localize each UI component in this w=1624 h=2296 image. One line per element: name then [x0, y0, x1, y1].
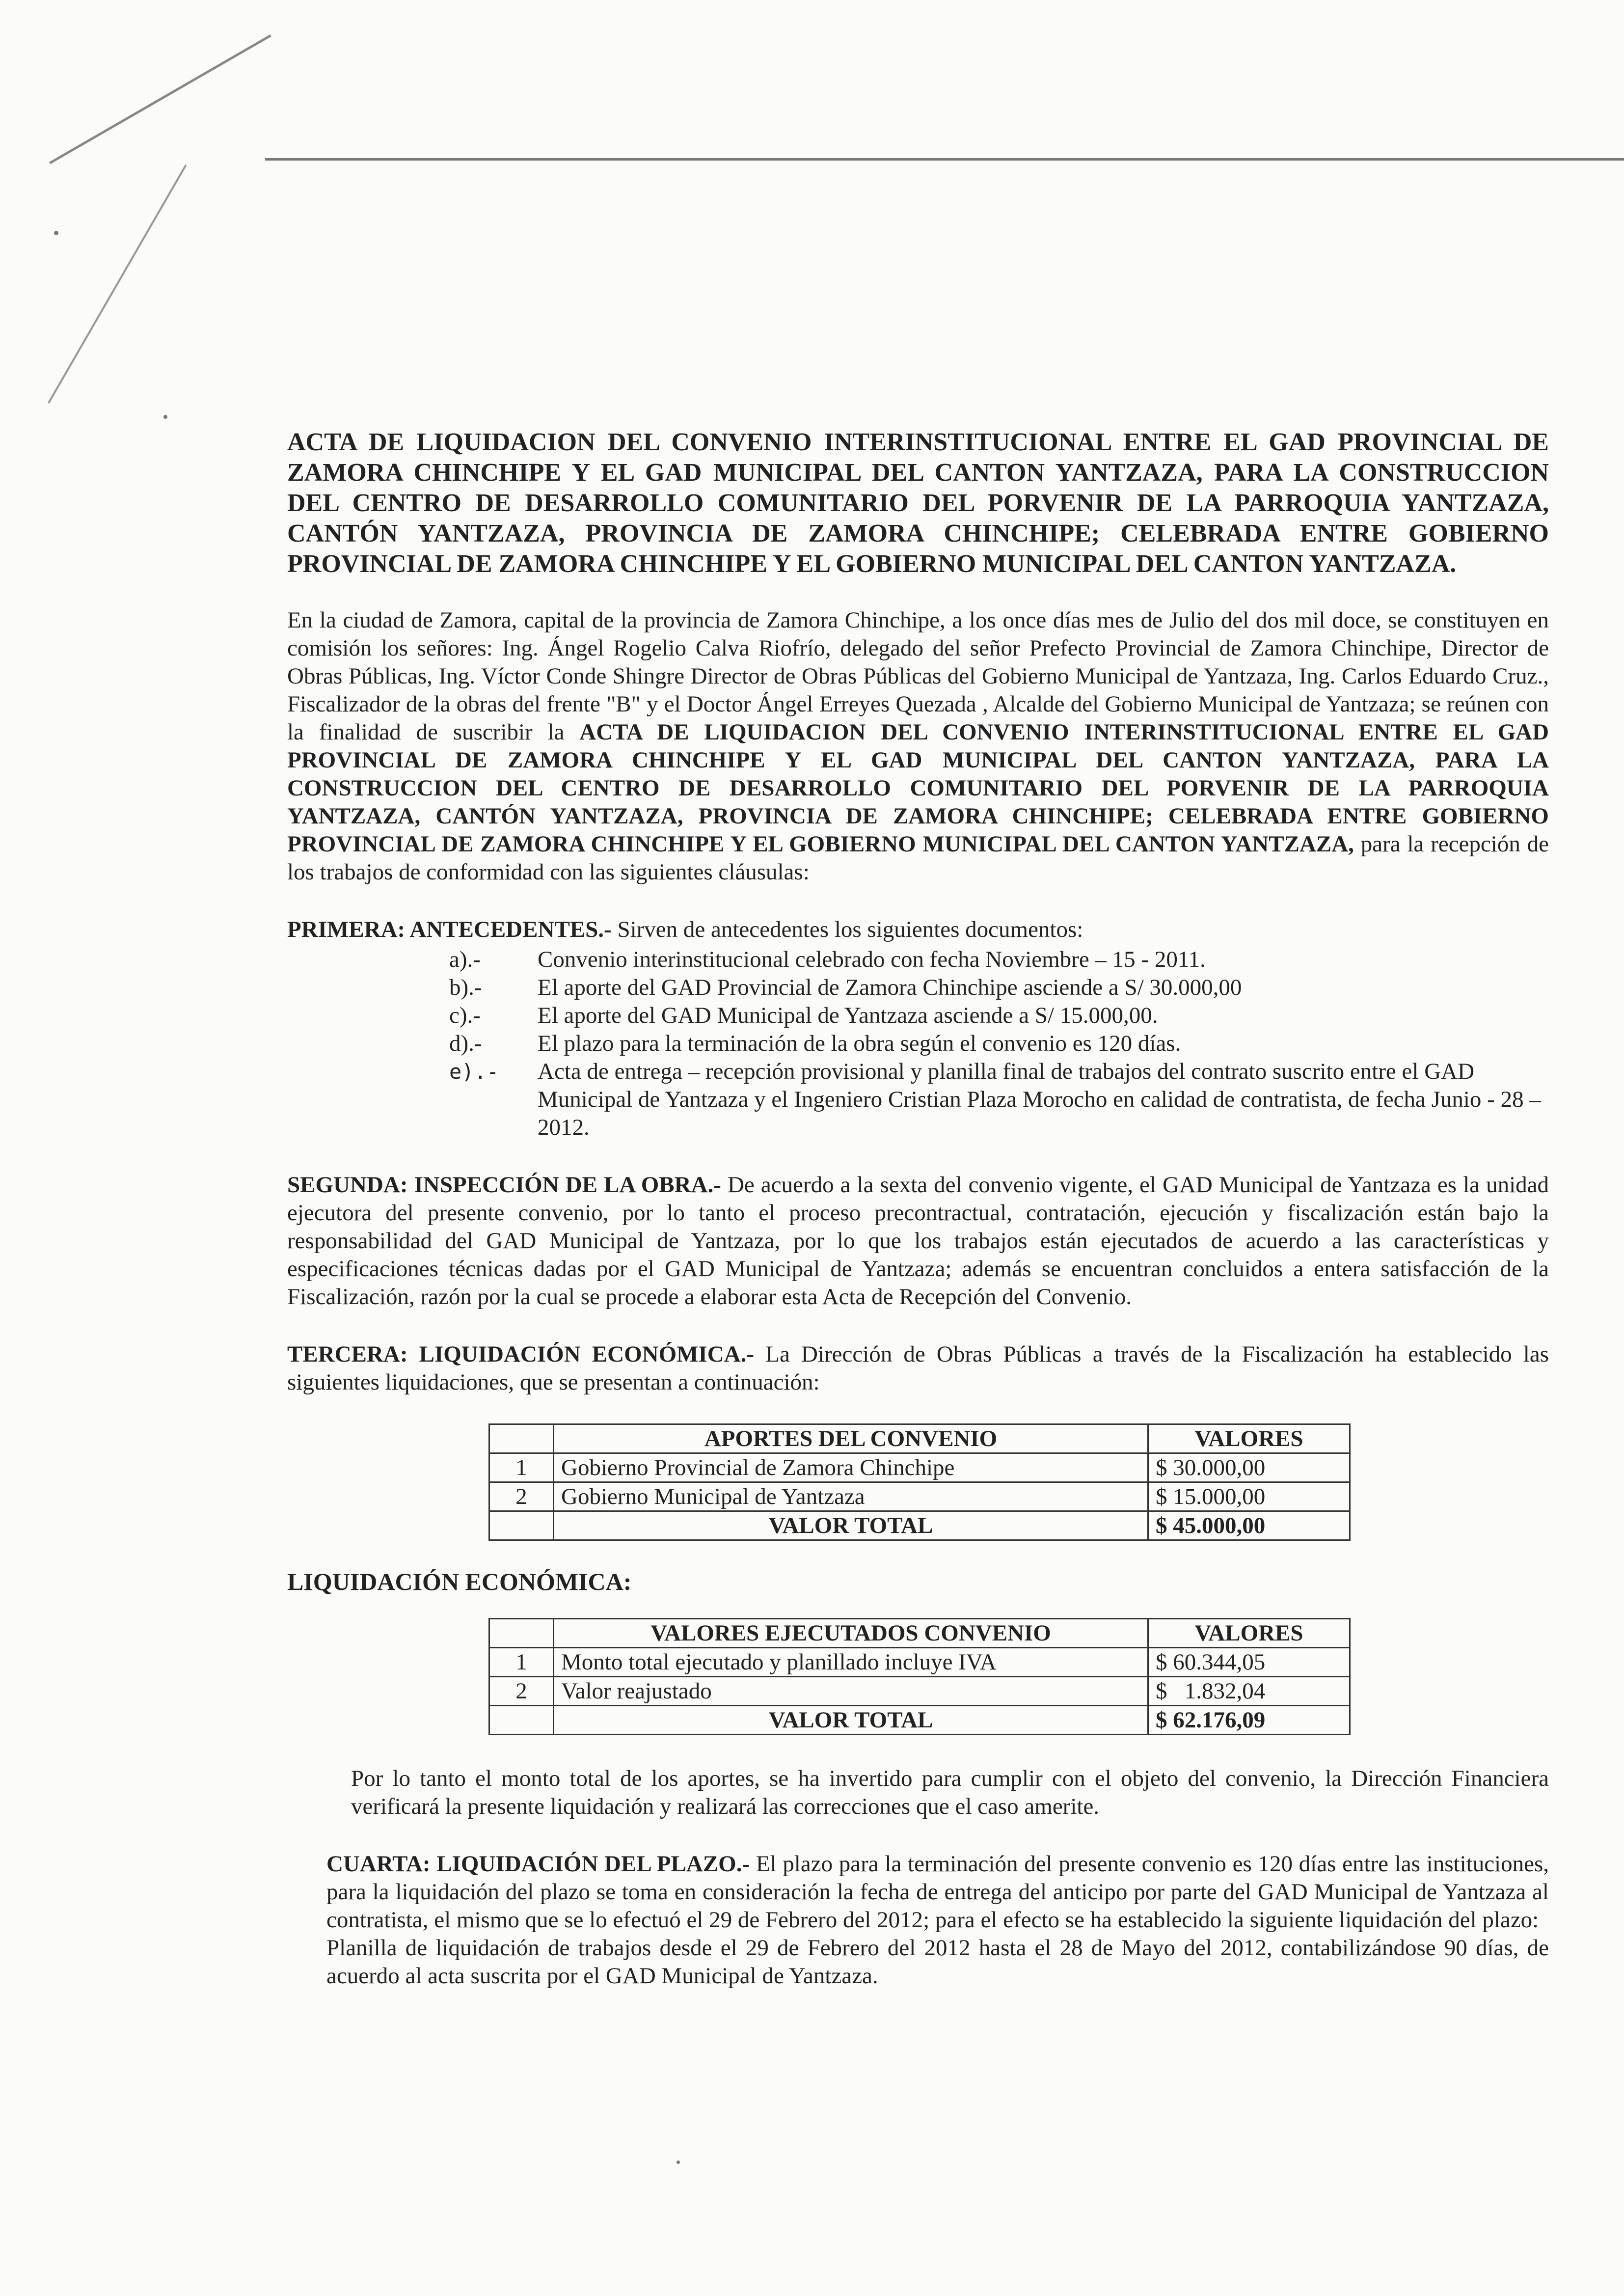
table-header-cell: VALORES	[1148, 1619, 1350, 1648]
scan-speck	[54, 231, 58, 235]
table-header-cell: VALORES	[1148, 1424, 1350, 1453]
clause-text-continued: Planilla de liquidación de trabajos desde el 29 de Febrero del 2012 hasta el 28 de Mayo del 2012, contabilizándose 90 días, de acuerdo al acta suscrita por el GAD Municipal de Yantzaza.	[326, 1935, 1549, 1989]
clause-segunda	[287, 1171, 1549, 1311]
table-header-cell	[489, 1424, 554, 1453]
list-item	[449, 1002, 1549, 1030]
scan-speck	[677, 2160, 680, 2164]
row-description: Valor reajustado	[554, 1677, 1148, 1706]
contributions-table	[488, 1423, 1351, 1541]
row-description: Gobierno Municipal de Yantzaza	[554, 1482, 1148, 1511]
list-text: Convenio interinstitucional celebrado con fecha Noviembre – 15 - 2011.	[538, 947, 1206, 972]
executed-values-table	[488, 1618, 1351, 1735]
list-item	[449, 974, 1549, 1002]
row-description: Gobierno Provincial de Zamora Chinchipe	[554, 1453, 1148, 1482]
clause-text: La Dirección de Obras Públicas a través de la Fiscalización ha establecido las siguientes liquidaciones, que se presentan a continuación:	[287, 1341, 1549, 1395]
list-key: d).-	[449, 1031, 482, 1056]
clause-tercera	[287, 1340, 1549, 1396]
row-value: $ 15.000,00	[1148, 1482, 1350, 1511]
row-number: 1	[489, 1453, 554, 1482]
clause-primera	[287, 916, 1549, 1142]
clause-text: De acuerdo a la sexta del convenio vigente, el GAD Municipal de Yantzaza es la unidad ejecutora del presente convenio, por lo tanto el proceso precontractual, contratación, ejecución y fiscalización están bajo la responsabilidad del GAD Municipal de Yantzaza, por lo que los trabajos están ejecutados de acuerdo a las características y especificaciones técnicas dadas por el GAD Municipal de Yantzaza; además se encuentran concluidos a entera satisfacción de la Fiscalización, razón por la cual se procede a elaborar esta Acta de Recepción del Convenio.	[287, 1172, 1549, 1310]
clause-heading: PRIMERA: ANTECEDENTES.-	[287, 917, 612, 942]
total-label: VALOR TOTAL	[554, 1511, 1148, 1540]
scan-edge-fold	[48, 164, 187, 404]
clause-cuarta	[326, 1850, 1549, 1990]
table-header-cell: VALORES EJECUTADOS CONVENIO	[554, 1619, 1148, 1648]
total-label: VALOR TOTAL	[554, 1706, 1148, 1735]
list-text: El aporte del GAD Provincial de Zamora Chinchipe asciende a S/ 30.000,00	[538, 975, 1242, 1000]
antecedents-list	[449, 946, 1549, 1142]
list-key: a).-	[449, 947, 481, 972]
table-total-row	[489, 1511, 1350, 1540]
list-item	[449, 946, 1549, 974]
table-header-row	[489, 1619, 1350, 1648]
row-value: $ 1.832,04	[1148, 1677, 1350, 1706]
row-number	[489, 1511, 554, 1540]
table-row	[489, 1482, 1350, 1511]
intro-paragraph	[287, 606, 1549, 886]
clause-heading: TERCERA: LIQUIDACIÓN ECONÓMICA.-	[287, 1341, 755, 1367]
table-row	[489, 1648, 1350, 1677]
list-item	[449, 1058, 1549, 1142]
table-row	[489, 1453, 1350, 1482]
section-heading: LIQUIDACIÓN ECONÓMICA:	[287, 1568, 632, 1595]
intro-text: En la ciudad de Zamora, capital de la provincia de Zamora Chinchipe, a los once días mes de Julio del dos mil doce, se constituyen en comisión los señores: Ing. Ángel Rogelio Calva Riofrío, delegado del señor Prefecto Provincial de Zamora Chinchipe, Director de Obras Públicas, Ing. Víctor Conde Shingre Director de Obras Públicas del Gobierno Municipal de Yantzaza, Ing. Carlos Eduardo Cruz., Fiscalizador de la obras del frente "B" y el Doctor Ángel Erreyes Quezada , Alcalde del Gobierno Municipal de Yantzaza; se reúnen con la finalidad de suscribir la	[287, 607, 1549, 745]
intro-tail: para la recepción de los trabajos de conformidad con las siguientes cláusulas:	[287, 831, 1549, 885]
clause-text: Sirven de antecedentes los siguientes documentos:	[617, 917, 1083, 942]
scan-edge	[265, 158, 1624, 161]
table-header-cell: APORTES DEL CONVENIO	[554, 1424, 1148, 1453]
list-text: El aporte del GAD Municipal de Yantzaza asciende a S/ 15.000,00.	[538, 1003, 1158, 1028]
list-text: Acta de entrega – recepción provisional y planilla final de trabajos del contrato suscrito entre el GAD Municipal de Yantzaza y el Ingeniero Cristian Plaza Morocho en calidad de contratista, de fecha Junio - 28 – 2012.	[538, 1059, 1541, 1140]
conclusion-paragraph: Por lo tanto el monto total de los aportes, se ha invertido para cumplir con el objeto del convenio, la Dirección Financiera verificará la presente liquidación y realizará las correcciones que el caso amerite.	[351, 1766, 1549, 1819]
document-title: ACTA DE LIQUIDACION DEL CONVENIO INTERINSTITUCIONAL ENTRE EL GAD PROVINCIAL DE ZAMORA CHINCHIPE Y EL GAD MUNICIPAL DEL CANTON YANTZAZA, PARA LA CONSTRUCCION DEL CENTRO DE DESARROLLO COMUNITARIO DEL PORVENIR DE LA PARROQUIA YANTZAZA, CANTÓN YANTZAZA, PROVINCIA DE ZAMORA CHINCHIPE; CELEBRADA ENTRE GOBIERNO PROVINCIAL DE ZAMORA CHINCHIPE Y EL GOBIERNO MUNICIPAL DEL CANTON YANTZAZA.	[287, 428, 1549, 578]
table-total-row	[489, 1706, 1350, 1735]
row-number: 1	[489, 1648, 554, 1677]
row-number: 2	[489, 1482, 554, 1511]
table-row	[489, 1677, 1350, 1706]
row-number	[489, 1706, 554, 1735]
scan-edge-fold	[49, 34, 271, 164]
list-key: e).-	[449, 1060, 499, 1084]
total-value: $ 62.176,09	[1148, 1706, 1350, 1735]
row-description: Monto total ejecutado y planillado incluye IVA	[554, 1648, 1148, 1677]
list-key: c).-	[449, 1003, 481, 1028]
list-item	[449, 1030, 1549, 1058]
intro-bold-title: ACTA DE LIQUIDACION DEL CONVENIO INTERINSTITUCIONAL ENTRE EL GAD PROVINCIAL DE ZAMORA CHINCHIPE Y EL GAD MUNICIPAL DEL CANTON YANTZAZA, PARA LA CONSTRUCCION DEL CENTRO DE DESARROLLO COMUNITARIO DEL PORVENIR DE LA PARROQUIA YANTZAZA, CANTÓN YANTZAZA, PROVINCIA DE ZAMORA CHINCHIPE; CELEBRADA ENTRE GOBIERNO PROVINCIAL DE ZAMORA CHINCHIPE Y EL GOBIERNO MUNICIPAL DEL CANTON YANTZAZA,	[287, 719, 1549, 857]
row-number: 2	[489, 1677, 554, 1706]
table-header-cell	[489, 1619, 554, 1648]
total-value: $ 45.000,00	[1148, 1511, 1350, 1540]
row-value: $ 60.344,05	[1148, 1648, 1350, 1677]
row-value: $ 30.000,00	[1148, 1453, 1350, 1482]
list-text: El plazo para la terminación de la obra según el convenio es 120 días.	[538, 1031, 1181, 1056]
clause-heading: CUARTA: LIQUIDACIÓN DEL PLAZO.-	[326, 1851, 750, 1877]
scan-speck	[163, 415, 167, 419]
clause-text: El plazo para la terminación del presente convenio es 120 días entre las instituciones, para la liquidación del plazo se toma en consideración la fecha de entrega del anticipo por parte del GAD Municipal de Yantzaza al contratista, el mismo que se lo efectuó el 29 de Febrero del 2012; para el efecto se ha establecido la siguiente liquidación del plazo:	[326, 1851, 1549, 1933]
table-header-row	[489, 1424, 1350, 1453]
list-key: b).-	[449, 975, 482, 1000]
clause-heading: SEGUNDA: INSPECCIÓN DE LA OBRA.-	[287, 1172, 721, 1198]
document-body	[287, 427, 1549, 1990]
